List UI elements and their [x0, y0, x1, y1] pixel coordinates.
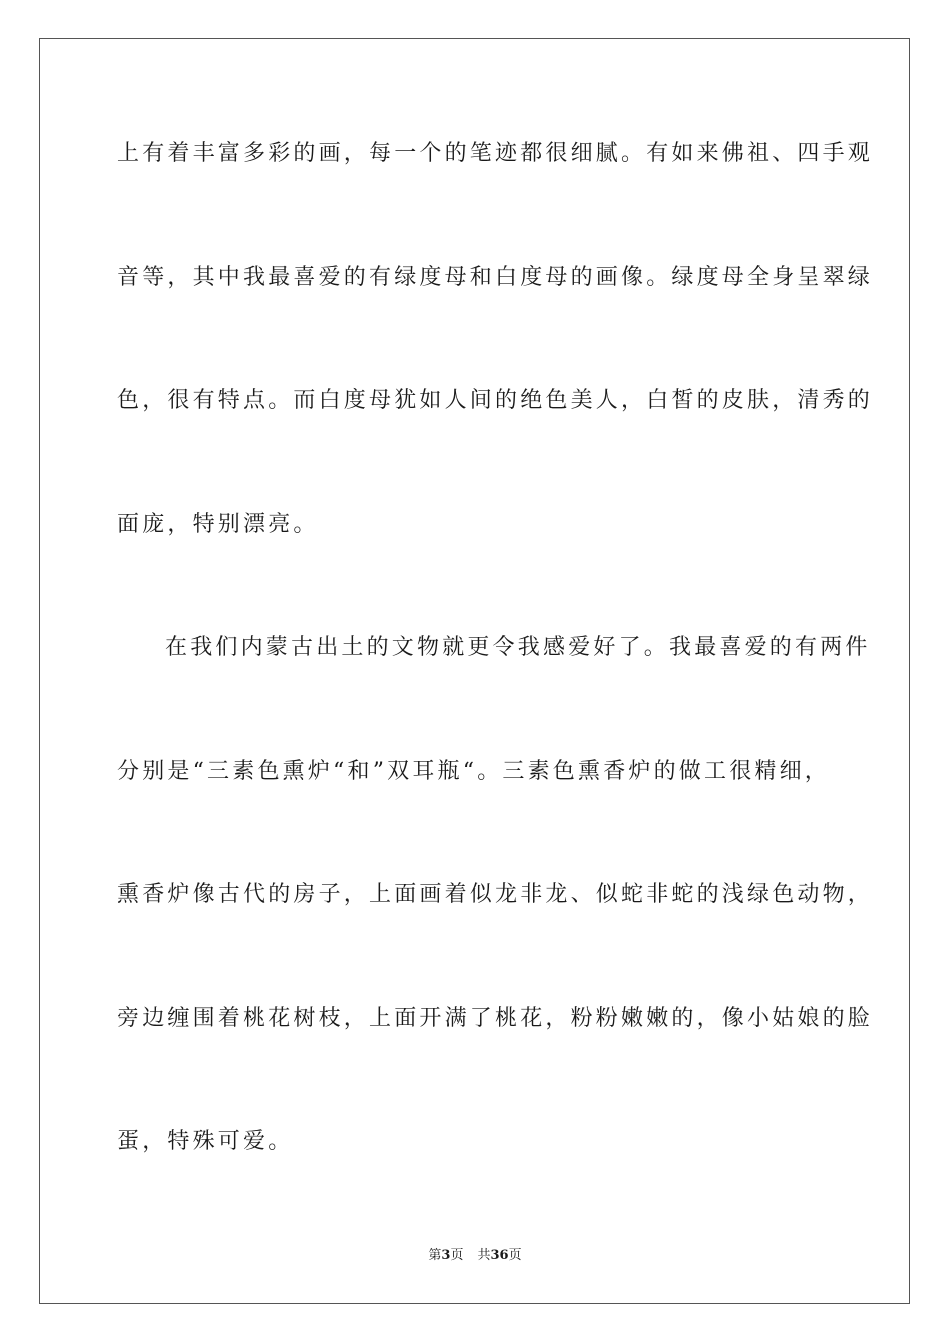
text-line: 上有着丰富多彩的画，每一个的笔迹都很细腻。有如来佛祖、四手观 — [117, 141, 874, 166]
text-line: 色，很有特点。而白度母犹如人间的绝色美人，白皙的皮肤，清秀的 — [117, 388, 874, 413]
text-line: 面庞，特别漂亮。 — [117, 511, 319, 537]
text-line: 旁边缠围着桃花树枝，上面开满了桃花，粉粉嫩嫩的，像小姑娘的脸 — [117, 1005, 874, 1031]
text-line: 熏香炉像古代的房子，上面画着似龙非龙、似蛇非蛇的浅绿色动物， — [117, 882, 874, 907]
page-number: 3 — [441, 1248, 451, 1263]
page-suffix: 页 — [450, 1248, 464, 1263]
text-line: 蛋，特殊可爱。 — [117, 1129, 294, 1154]
total-suffix: 页 — [508, 1248, 522, 1263]
page-prefix: 第 — [428, 1248, 442, 1263]
text-line: 音等，其中我最喜爱的有绿度母和白度母的画像。绿度母全身呈翠绿 — [117, 264, 874, 290]
text-line-indented: 在我们内蒙古出土的文物就更令我感爱好了。我最喜爱的有两件 — [165, 635, 871, 660]
page-footer — [0, 1246, 950, 1266]
page-total: 36 — [490, 1248, 509, 1263]
text-line: 分别是“三素色熏炉“和”双耳瓶“。三素色熏香炉的做工很精细， — [117, 758, 830, 784]
total-prefix: 共 — [477, 1248, 491, 1263]
document-body — [117, 123, 874, 1235]
